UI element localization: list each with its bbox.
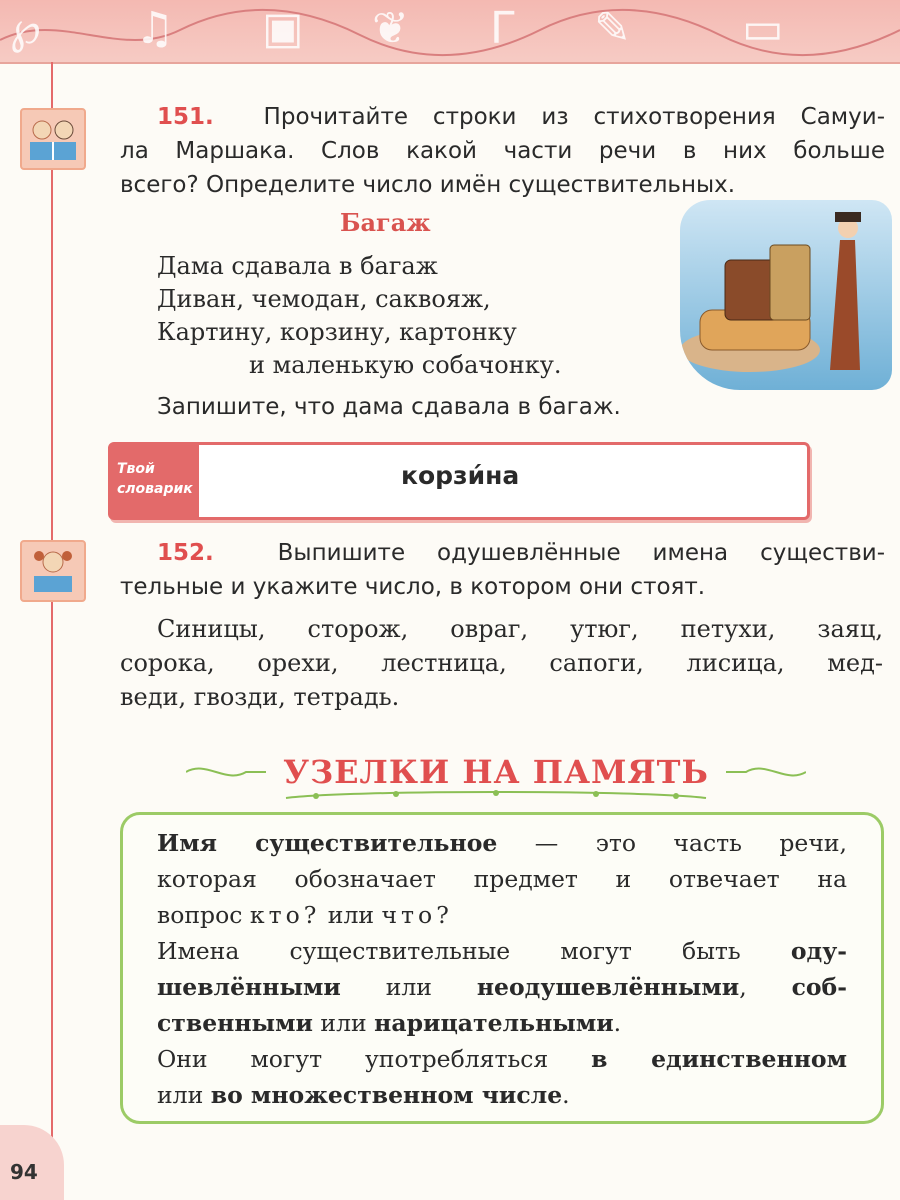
memo-bold: нарицательными	[374, 1009, 614, 1037]
memo-line	[157, 1077, 847, 1113]
memo-question-who: кто?	[249, 901, 321, 929]
leaf-icon: ❦	[372, 3, 409, 54]
memo-fragment: или	[157, 1081, 211, 1109]
memo-line	[157, 897, 847, 933]
exercise-151-number: 151.	[157, 104, 214, 130]
memo-fragment: .	[613, 1009, 622, 1037]
dictionary-box	[108, 442, 810, 520]
exercise-151-cont	[120, 134, 885, 202]
memo-bold: в единственном	[591, 1045, 847, 1073]
memo-fragment: ,	[739, 973, 792, 1001]
memo-bold: шевлёнными	[157, 973, 341, 1001]
letter-icon: ℘	[10, 3, 41, 54]
exercise-152-text-1: Выпишите одушевлённые имена существи-	[277, 540, 885, 566]
exercise-152-text-2: тельные и укажите число, в котором они стоят.	[120, 574, 706, 600]
memo-line	[157, 933, 847, 969]
memo-line	[157, 969, 847, 1005]
memo-bold: неодушевлёнными	[476, 973, 740, 1001]
memo-fragment: .	[562, 1081, 570, 1109]
book-icon: ▭	[742, 3, 784, 54]
memo-title: УЗЕЛКИ НА ПАМЯТЬ	[283, 753, 709, 791]
top-banner	[0, 0, 900, 64]
reading-children-icon	[20, 108, 86, 170]
dictionary-tab-line2: словарик	[117, 481, 193, 497]
dictionary-tab-line1: Твой	[117, 461, 155, 477]
exercise-151-text-3: всего? Определите число имён существительных.	[120, 172, 736, 198]
poem	[157, 250, 561, 382]
words-line: сорока, орехи, лестница, сапоги, лисица, мед-	[120, 649, 883, 677]
memo-box	[120, 812, 884, 1124]
exercise-152	[157, 536, 885, 570]
letter-g-icon: Г	[490, 3, 517, 54]
memo-fragment: — это часть речи,	[497, 829, 847, 857]
exercise-152-words	[120, 612, 883, 714]
margin-line	[51, 62, 53, 1162]
poem-line: Картину, корзину, картонку	[157, 318, 517, 346]
poem-line: Дама сдавала в багаж	[157, 252, 438, 280]
memo-line	[157, 1041, 847, 1077]
poem-title: Багаж	[340, 208, 431, 237]
memo-fragment: или	[312, 1009, 375, 1037]
dictionary-word: корзи́на	[401, 461, 520, 490]
poem-line: и маленькую собачонку.	[249, 351, 562, 379]
poem-line: Диван, чемодан, саквояж,	[157, 285, 491, 313]
memo-bold: соб-	[791, 973, 847, 1001]
exercise-151-text-1: Прочитайте строки из стихотворения Самуи-	[263, 104, 885, 130]
memo-heading	[186, 750, 806, 810]
memo-fragment: или	[320, 901, 382, 929]
memo-question-what: что?	[381, 901, 453, 929]
words-line: веди, гвозди, тетрадь.	[120, 683, 400, 711]
memo-fragment: вопрос	[157, 901, 250, 929]
words-line: Синицы, сторож, овраг, утюг, петухи, заяц,	[157, 615, 883, 643]
memo-fragment: Имена существительные могут быть	[157, 937, 791, 965]
bell-icon: ♫	[135, 3, 175, 54]
memo-text	[157, 825, 847, 1113]
pencil-icon: ✎	[594, 3, 631, 54]
memo-bold: оду-	[790, 937, 847, 965]
dictionary-tab	[111, 445, 199, 517]
exercise-152-number: 152.	[157, 540, 214, 566]
memo-line	[157, 1005, 847, 1041]
memo-fragment: Они могут употребляться	[157, 1045, 592, 1073]
luggage-illustration	[680, 200, 892, 390]
jar-icon: ▣	[262, 3, 304, 54]
memo-bold: во множественном числе	[210, 1081, 563, 1109]
memo-term: Имя существительное	[157, 829, 498, 857]
memo-line: которая обозначает предмет и отвечает на	[157, 865, 847, 893]
memo-bold: ственными	[157, 1009, 313, 1037]
exercise-151-text-2: ла Маршака. Слов какой части речи в них больше	[120, 138, 885, 164]
memo-fragment: или	[340, 973, 477, 1001]
memo-line	[157, 825, 847, 861]
reading-girl-icon	[20, 540, 86, 602]
page-number: 94	[10, 1160, 38, 1184]
exercise-151-task: Запишите, что дама сдавала в багаж.	[157, 394, 621, 420]
exercise-151	[157, 100, 885, 134]
